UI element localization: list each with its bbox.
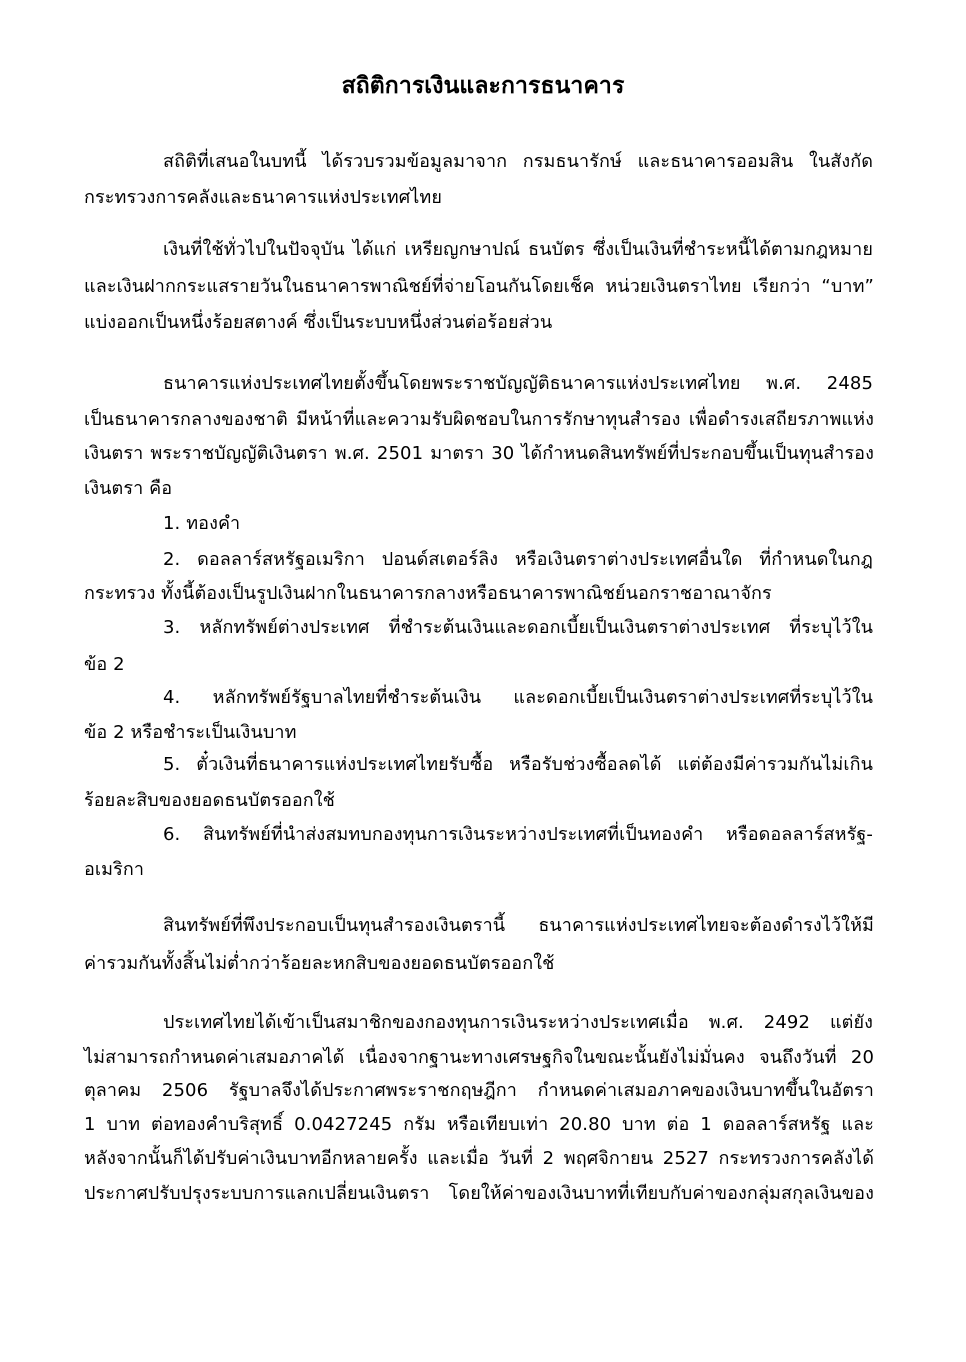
text-line: เงินตรา คือ	[84, 478, 173, 499]
list-item-continuation: ข้อ 2 หรือชำระเป็นเงินบาท	[84, 722, 297, 743]
list-item: 2. ดอลลาร์สหรัฐอเมริกา ปอนด์สเตอร์ลิง หรือเงินตราต่างประเทศอื่นใด ที่กำหนดในกฎ	[163, 549, 873, 570]
text-line: ตุลาคม 2506 รัฐบาลจึงได้ประกาศพระราชกฤษฎีกา กำหนดค่าเสมอภาคของเงินบาทขึ้นในอัตรา	[84, 1080, 874, 1101]
list-item-continuation: กระทรวง ทั้งนี้ต้องเป็นรูปเงินฝากในธนาคารกลางหรือธนาคารพาณิชย์นอกราชอาณาจักร	[84, 583, 772, 604]
text-line: สินทรัพย์ที่พึงประกอบเป็นทุนสำรองเงินตรานี้ ธนาคารแห่งประเทศไทยจะต้องดำรงไว้ให้มี	[163, 915, 874, 936]
text-line: กระทรวงการคลังและธนาคารแห่งประเทศไทย	[84, 187, 443, 208]
list-item: 3. หลักทรัพย์ต่างประเทศ ที่ชำระต้นเงินและดอกเบี้ยเป็นเงินตราต่างประเทศ ที่ระบุไว้ใน	[163, 617, 873, 638]
text-line: ไม่สามารถกำหนดค่าเสมอภาคได้ เนื่องจากฐานะทางเศรษฐกิจในขณะนั้นยังไม่มั่นคง จนถึงวันที่ 20	[84, 1047, 874, 1068]
text-line: และเงินฝากกระแสรายวันในธนาคารพาณิชย์ที่จ่ายโอนกันโดยเช็ค หน่วยเงินตราไทย เรียกว่า “บาท”	[84, 276, 874, 297]
list-item-continuation: ข้อ 2	[84, 654, 125, 675]
list-item-continuation: อเมริกา	[84, 859, 145, 880]
text-line: เป็นธนาคารกลางของชาติ มีหน้าที่และความรับผิดชอบในการรักษาทุนสำรอง เพื่อดำรงเสถียรภาพแห่ง	[84, 409, 874, 430]
list-item: 1. ทองคำ	[163, 513, 241, 534]
list-item: 6. สินทรัพย์ที่นำส่งสมทบกองทุนการเงินระหว่างประเทศที่เป็นทองคำ หรือดอลลาร์สหรัฐ-	[163, 824, 873, 845]
text-line: ประกาศปรับปรุงระบบการแลกเปลี่ยนเงินตรา โดยให้ค่าของเงินบาทที่เทียบกับค่าของกลุ่มสกุลเงินของ	[84, 1183, 874, 1204]
text-line: เงินตรา พระราชบัญญัติเงินตรา พ.ศ. 2501 มาตรา 30 ได้กำหนดสินทรัพย์ที่ประกอบขึ้นเป็นทุนสำรอง	[84, 443, 874, 464]
text-line: สถิติที่เสนอในบทนี้ ได้รวบรวมข้อมูลมาจาก กรมธนารักษ์ และธนาคารออมสิน ในสังกัด	[163, 151, 873, 172]
text-line: ประเทศไทยได้เข้าเป็นสมาชิกของกองทุนการเงินระหว่างประเทศเมื่อ พ.ศ. 2492 แต่ยัง	[163, 1012, 873, 1033]
text-line: เงินที่ใช้ทั่วไปในปัจจุบัน ได้แก่ เหรียญกษาปณ์ ธนบัตร ซึ่งเป็นเงินที่ชำระหนี้ได้ตามกฎหมาย	[163, 239, 873, 260]
text-line: หลังจากนั้นก็ได้ปรับค่าเงินบาทอีกหลายครั้ง และเมื่อ วันที่ 2 พฤศจิกายน 2527 กระทรวงการคลังได้	[84, 1148, 874, 1169]
page-title: สถิติการเงินและการธนาคาร	[341, 73, 625, 99]
list-item-continuation: ร้อยละสิบของยอดธนบัตรออกใช้	[84, 790, 335, 811]
text-line: ธนาคารแห่งประเทศไทยตั้งขึ้นโดยพระราชบัญญัติธนาคารแห่งประเทศไทย พ.ศ. 2485	[163, 373, 873, 394]
list-item: 5. ตั๋วเงินที่ธนาคารแห่งประเทศไทยรับซื้อ หรือรับช่วงซื้อลดได้ แต่ต้องมีค่ารวมกันไม่เกิน	[163, 754, 873, 775]
text-line: 1 บาท ต่อทองคำบริสุทธิ์ 0.0427245 กรัม หรือเทียบเท่า 20.80 บาท ต่อ 1 ดอลลาร์สหรัฐ และ	[84, 1114, 874, 1135]
list-item: 4. หลักทรัพย์รัฐบาลไทยที่ชำระต้นเงิน และดอกเบี้ยเป็นเงินตราต่างประเทศที่ระบุไว้ใน	[163, 687, 873, 708]
text-line: ค่ารวมกันทั้งสิ้นไม่ต่ำกว่าร้อยละหกสิบของยอดธนบัตรออกใช้	[84, 953, 555, 974]
text-line: แบ่งออกเป็นหนึ่งร้อยสตางค์ ซึ่งเป็นระบบหนึ่งส่วนต่อร้อยส่วน	[84, 312, 553, 333]
